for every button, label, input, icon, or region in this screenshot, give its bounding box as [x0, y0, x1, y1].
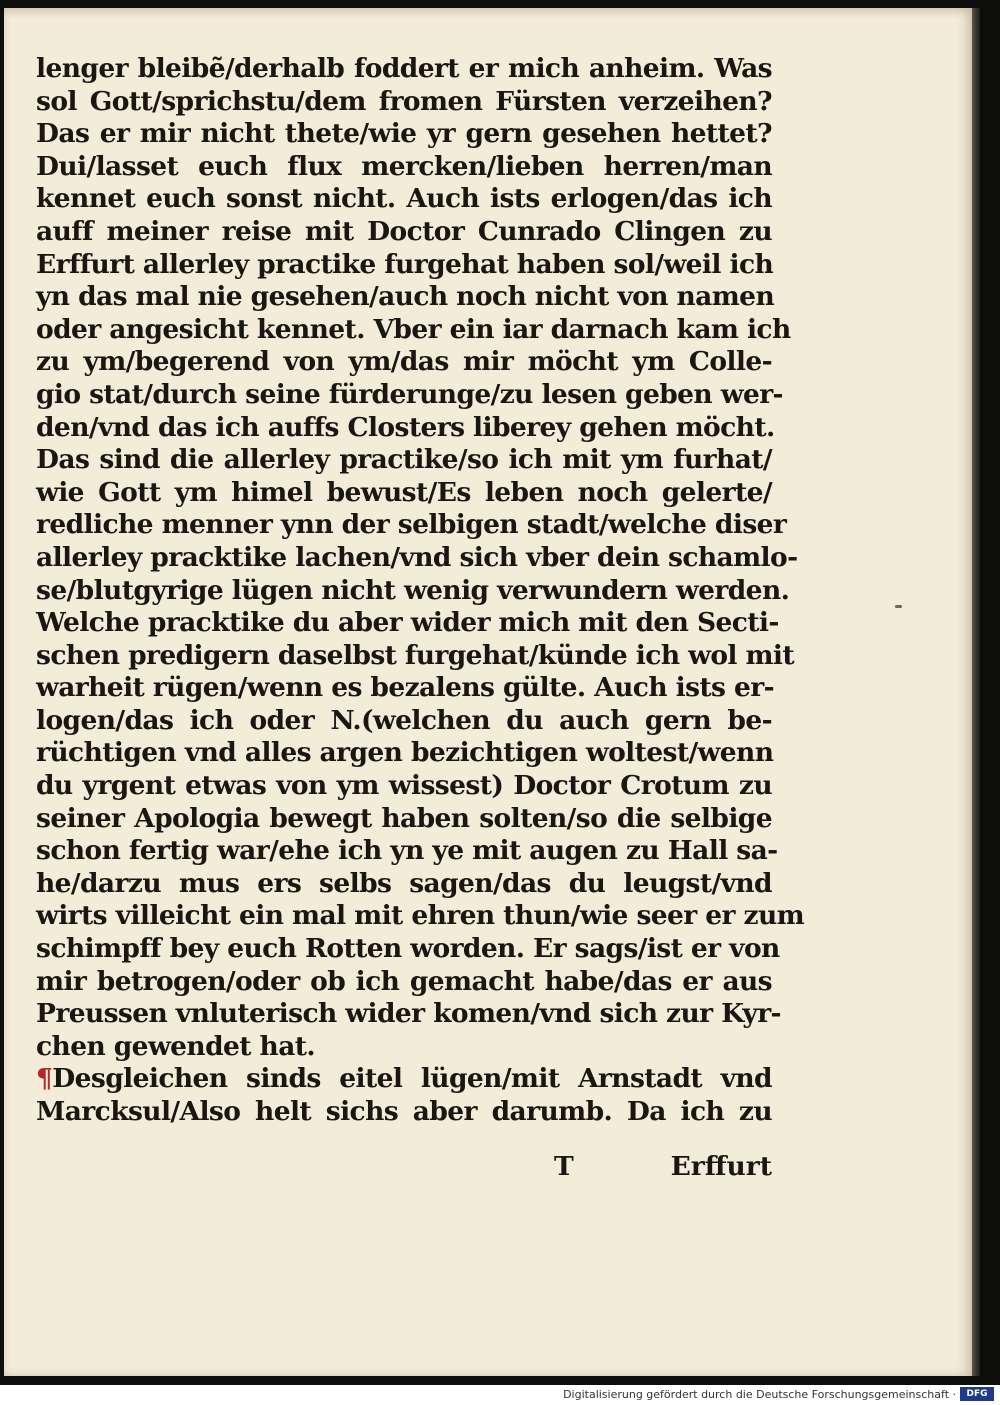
ink-speck: [895, 605, 902, 608]
text-line: allerley pracktike lachen/vnd sich vber dein schamlo-: [36, 541, 798, 573]
text-line: he/darzu mus ers selbs sagen/das du leugst/vnd: [36, 867, 772, 899]
text-line: wirts villeicht ein mal mit ehren thun/wie seer er zum: [36, 900, 805, 932]
text-line: schon fertig war/ehe ich yn ye mit augen zu Hall sa-: [36, 835, 778, 867]
text-line: Dui/lasset euch flux mercken/lieben herren/man: [36, 150, 772, 182]
text-line: kennet euch sonst nicht. Auch ists erlogen/das ich: [36, 183, 772, 215]
text-line: redliche menner ynn der selbigen stadt/welche diser: [36, 509, 787, 541]
text-line: Erffurt allerley practike furgehat haben sol/weil ich: [36, 248, 774, 280]
page-edge: [972, 8, 980, 1376]
signature-mark: T: [554, 1151, 574, 1182]
text-line: wie Gott ym himel bewust/Es leben noch gelerte/: [36, 476, 772, 508]
text-line: zu ym/begerend von ym/das mir möcht ym Colle-: [36, 346, 772, 378]
text-line: Preussen vnluterisch wider komen/vnd sich zur Kyr-: [36, 998, 781, 1030]
text-line: Marcksul/Also helt sichs aber darumb. Da ich zu: [36, 1096, 772, 1127]
text-line: mir betrogen/oder ob ich gemacht habe/das er aus: [36, 965, 772, 997]
pilcrow-icon: ¶: [36, 1063, 53, 1095]
text-line: logen/das ich oder N.(welchen du auch gern be-: [36, 704, 772, 736]
text-line: schimpff bey euch Rotten worden. Er sags/ist er von: [36, 933, 780, 965]
text-line: rüchtigen vnd alles argen bezichtigen woltest/wenn: [36, 737, 774, 769]
text-line: den/vnd das ich auffs Closters liberey gehen möcht.: [36, 411, 775, 443]
text-line: warheit rügen/wenn es bezalens gülte. Auch ists er-: [36, 672, 775, 704]
digitization-footer: [0, 1385, 1000, 1405]
text-line: Das er mir nicht thete/wie yr gern gesehen hettet?: [36, 118, 772, 150]
text-line: schen predigern daselbst furgehat/künde ich wol mit: [36, 639, 795, 671]
text-line: lenger bleibẽ/derhalb foddert er mich anheim. Was: [36, 53, 772, 84]
text-line: du yrgent etwas von ym wissest) Doctor Crotum zu: [36, 770, 772, 802]
dfg-logo: DFG: [960, 1387, 994, 1401]
text-line: oder angesicht kennet. Vber ein iar darnach kam ich: [36, 313, 791, 345]
text-line: se/blutgyrige lügen nicht wenig verwundern werden.: [36, 574, 790, 606]
text-line: Das sind die allerley practike/so ich mit ym furhat/: [36, 444, 772, 476]
text-line: auff meiner reise mit Doctor Cunrado Clingen zu: [36, 215, 772, 247]
text-line-with-pilcrow: [36, 1063, 772, 1096]
text-line: chen gewendet hat.: [36, 1030, 316, 1062]
text-block: [36, 53, 805, 1129]
text-line: gio stat/durch seine fürderunge/zu lesen geben wer-: [36, 378, 783, 410]
page-footer-marks: [36, 1151, 772, 1187]
catchword: Erffurt: [670, 1151, 772, 1182]
text-line: yn das mal nie gesehen/auch noch nicht von namen: [36, 281, 775, 313]
funding-credit: Digitalisierung gefördert durch die Deutsche Forschungsgemeinschaft ·: [563, 1388, 956, 1401]
text-line-body: Desgleichen sinds eitel lügen/mit Arnstadt vnd: [52, 1063, 772, 1095]
text-line: seiner Apologia bewegt haben solten/so die selbige: [36, 802, 772, 834]
text-line: Welche pracktike du aber wider mich mit den Secti-: [36, 607, 779, 639]
text-line: sol Gott/sprichstu/dem fromen Fürsten verzeihen?: [36, 85, 772, 117]
